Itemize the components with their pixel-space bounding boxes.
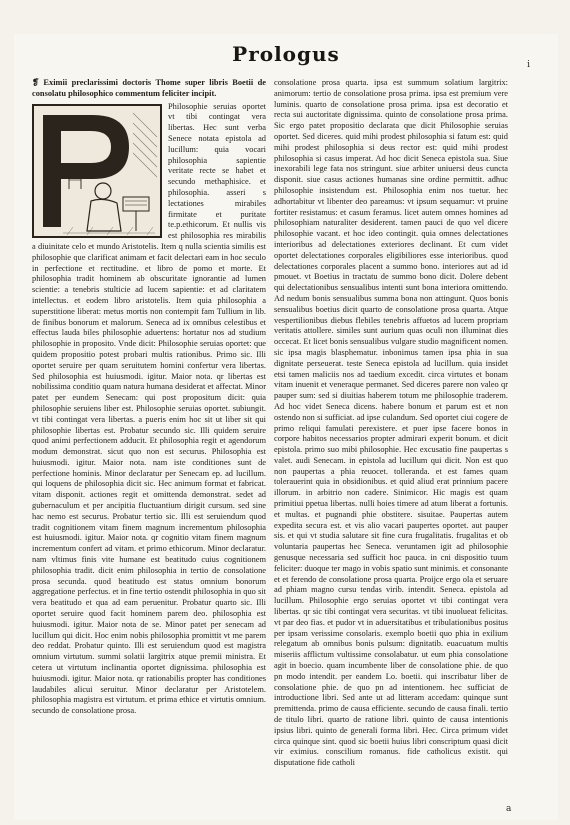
right-column-text: consolatione prosa quarta. ipsa est summum solatium largitrix: animorum: tertio de consolatione prosa prima. ipsa est premium vere luminis. quarto de consolatione prosa prima. ipsa est decoratio et recta sui auctoritate dignissima. quinto de consolatione prosa prima. Sic ergo patet propositio declarata que dicit Philosophie seruias oportet. Sed diceres. quid mihi prodest philosophia si fatum est: quid mihi prodest philosophia si deus rector est: quid mihi prodest philosophia si casus imperat. Ad hoc dicit Seneca epistola sua. Siue inexorabili lege fata nos stringunt. siue arbiter uniuersi deus cuncta disponit. siue casus actiones humanas sine ordine permittit. adhuc philosophie insistendum est. Philosophia enim nos tuetur. hec adhortabitur vt libenter deo pareamus: vt ipsum sequamur: vt pruine fortiter resistamus: et casum feramus. licet autem omnes homines ad philosophiam naturaliter desiderent. tamen pauci de quo vel dicere philosophie vacant. et hoc ideo contingit. quia omnes delectationes interioribus ad delectationes exteriores declinant. Et cum videt oportet delectationes corporales eligibiliores esse interioribus. quod delectationes corporales placent a summo bono. interiores aut ad id pmouet. vt Boetius in tractatu de summo bono dicit. Dolere debent qui delectationibus sensualibus intenti sunt bona interiora omittendo. Ad nedum bonis sensualibus summa bona non attingunt. Quos bonis sensualibus boetius dicit quarto de consolatione prosa quarta. Atque vespertilionibus diebus flebiles tenebris affuetos ad lucem propriam veritatis attollere. similes sunt aurium quas oculi non illuminat dies occecat. Et licet bonis sensualibus vulgare studio magnificent nomen. sic ipsa magis blasphematur. inbonimus tamen ipsa phia in sua dignitate perseuerat. teste Seneca epistola ad lucillum. quia insidet etsi tamen maliciis nos ad taedium excedit. circa virtutes et bonam vitam inuenit et veneraque permanet. Sed diceres parere non valeo qr pauper sum: sed si diuitias haberem totum me philosophie traderem. Ad hoc videt Seneca dicens. habere bonum et parum est et non ostendo non si sufficiat. ad ipse culandum. Sed oportet ciui cogere de primo reliqui famulati perexistere. et puer ipse facere bonos in corpore habitos necessarios propter admirari experit bonum. et dicit epistola. primo suo mibi philosophie. Hec excusatio fine paupertas s valet. audi Senecam. in epistola ad lucillum qui dicit. Non est quo non paupertas a phia reuocet. tolleranda. et est fames quam tolerauerint quia in obsidionibus. et quid aliud erat prinnium pacere illorum. in arbitrio non cadere. Sinimicor. Hic magis est quam primitiui ppetua libertas. nulli hoies timere ad atum liberat a fortunis. et multas. et pugnandi phie obstitere. sisuitae. Paupertas autem expedita secura est. et vis alio vacari paupertes oportet. aut pauper sis. et qui vt studia salutare sit fine cura frugalitatis. frugalitas et ob voluntaria paupertas hec Seneca. veruntamen igit ad philosophie genusque necessaria sed sufficit hoc pauca. in cni dispositio tuum feliciter: duoque ter mago in vobis spatio sunt minimis. et consonante et et ferendo de consolatione prosa quarta. Proijce ergo ola et seruare ad phiam magno cursu tendas virib. intendit. Seneca. epistola ad lucillum. Philosophie ergo seruias oportet vt tibi contingat vera libertas. qr sic tibi contingat vera securitas. vt tibi inuolueat felicitas. vt par deo fias. et pudor vt in aduersitatibus et tribulationibus positus per ipsam verissime consolaris. exemplo boetii quo phia in exilium relegatum ab omnibus bonis pulsum: dignitatib. euacuatum multis miseriis afflictum vultissime consolabatur. ut eum phia consolatione agit in boecio. quam incumbente liber de consolatione phie. de quo pn modo intendit. per eandem Lo. boetii. qui inscribatur liber de consolatione phie. de quo pn ad intentionem. hec sufficiat de introductione libri. Sed ante ut ad litteram accedam: quinque sunt premittenda. primo de causa efficiente. secundo de causa finali. tertio de titulo libri. quarto de ratione libri. quinto de causa intentionis ipsius libri. quinto de generali forma libri. Hec. Circa primum videt circa quinque sint. quod sic boetii huius libri conscriptum quasi dicit vir eximius. conscilium romanus. fide catholicus existit. qui disputatione fide catholi xyxy=(274,78,508,768)
left-column-text: Philosophie seruias oportet vt tibi contingat vera libertas. Hec sunt verba Senece notata epistola ad lucillum: quia vocari philosophia sapientie veritate recte se habet et secundo methaphisice. et philosophia. asseri s lectationes mirabiles firmitate et puritate te.p.ethicorum. Et nullis vis est philosophia res mirabilis a diuinitate celo et mundo Aristotelis. Item q nulla scientia similis est philosophie que clarificat animam et facit delectari eam in hoc seculo in perfectione et rectitudine. et libro de pomo et morte. Et philosophia tradit hominem ab obscuritate ignorantie ad lumen scientie: a tenebris stulticie ad lucem sapientie: et ad claritatem intellectus. et eodem libro aristotelis. Item quia philosophia a superstitione liberat: metus mortis non contempit fam Tullium in lib. de finibus bonorum et malorum. Seneca ad ix omnibus celestibus et effectus lauda biles philosophie aduertens: hortatur nos ad studium philosophie in proposito. Vnde dicit: Philosophie seruias oportet: que quidem propositio potest probari multis rationibus. Primo sic. Illi oportet seruire per quam seruitutem homini confertur vera libertas. Sed philosophia est huiusmodi. igitur. Maior nota. qr libertas est nobilissima conditio quam natura humana desiderat et affectat. Minor patet per eundem Senecam: qui post propositum dicit: quia philosophie seruiens liber est. Philosophie seruias oportet. subiungit. vt tibi contingat vera libertas. a pueris enim hoc sit ut liber sit qui philosophie libertas est. Probatur secundo sic. Illi quidem seruire quod animi perfectionem adducit. Et philosophia regit et agendorum modum demonstrat. sicut quo non est securus. Philosophia est huiusmodi. igitur. Maior nota. nam iste conditiones sunt de perfectione hominis. Minor declaratur per Senecam ep. ad lucillum. qui loquens de philosophia dicit sic. Hec animum format et fabricat. vitam disponit. actiones regit et omittenda demonstrat. sedet ad gubernaculum et per ancipitia fluctuantium dirigit cursum. sed sine hac nemo est securus. Probatur tertio sic. Illi est seruiendum quod tradit cognitionem vitam finem magnum incrementum philosophia est huiusmodi. igitur. Maior nota. qr cognitio vitam finem magnum incrementum confert ad vitam. et primo ethicorum. Minor declaratur. nam vltimus finis vite humane est beatitudo cuius cognitionem philosophia tradit. dicit enim philosophia in tertio de consolatione prosa secunda. quod beatitudo est status omnium bonorum aggregatione perfectus. et in fine tertio ostendit philosophia in quo sit vera beatitudo et qua ad eam peruenitur. Probatur quarto sic. Illi oportet seruire quod facit hominem parem deo. philosophia est huiusmodi. igitur. Maior nota de se. Minor patet per senecam ad lucillum qui dicit. Hoc enim nobis philosophia promittit vt me parem deo reddat. Probatur quinto. Illi est seruiendum quod est magistra omnium virtutum. summi solatii largitrix atque premii ministra. Et cetera ut virtutum inclinantia oportet dignissima. philosophia est huiusmodi. igitur. Maior nota. qr rationabilis propter has conditiones laudabiles alicui seruitur. Minor declaratur per Aristotelem. philosophia magistra est virtutum. et prima ethice et virtutis omnium. secundo de consolatione prosa. xyxy=(32,101,266,716)
signature-mark: a xyxy=(506,804,512,814)
incipit-heading: ❡ Eximii preclarissimi doctoris Thome super libris Boetii de consolatu philosophico commentum feliciter incipit. xyxy=(32,78,266,98)
woodcut-initial-p xyxy=(32,104,162,238)
right-column xyxy=(274,78,508,818)
left-column xyxy=(32,78,266,800)
woodcut-scholar-illustration xyxy=(33,105,161,237)
running-head: Prologus xyxy=(232,42,340,66)
folio-number: i xyxy=(527,60,530,70)
book-page xyxy=(14,34,558,820)
